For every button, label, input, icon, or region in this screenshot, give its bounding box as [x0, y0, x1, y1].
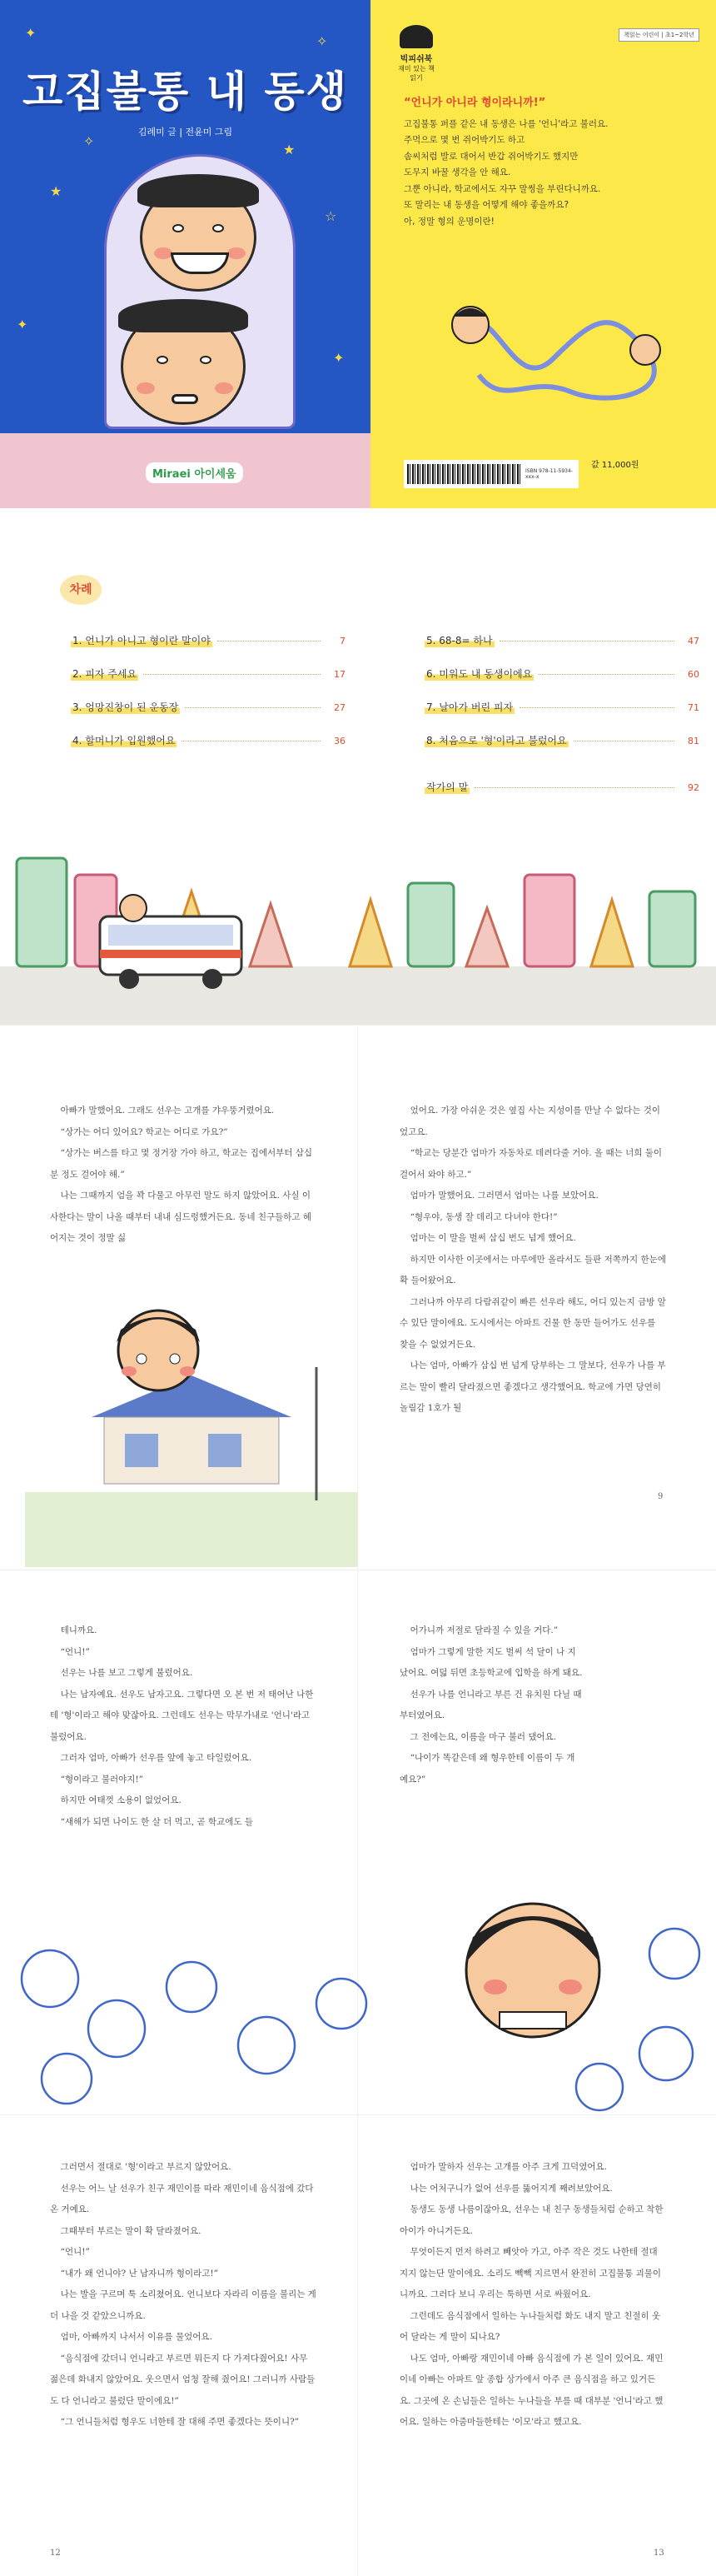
street-illustration: [0, 841, 716, 1025]
page-text-left: 아빠가 말했어요. 그래도 선우는 고개를 갸우뚱거렸어요. “상가는 어디 있어요? 학교는 어디로 가요?” “상가는 버스를 타고 몇 정거장 가야 하고, 학교는 집에서부터 삼십 분 정도 걸어야 해.” 나는 그때까지 엄을 꽉 다물고 아무런 말도 하지 않았어요. 사실 이사한다는 말이 나올 때부터 내내 심드렁했거든요. 동네 친구들하고 헤어지는 것이 정말 싫: [50, 1106, 313, 1243]
page-text-right: 었어요. 가장 아쉬운 것은 옆집 사는 지성이를 만날 수 없다는 것이었고요. “학교는 당분간 엄마가 자동차로 데려다줄 거야. 올 때는 너희 둘이 걸어서 와야 하고.” 엄마가 말했어요. 그러면서 엄마는 나를 보았어요. “형우야, 동생 잘 데리고 다녀야 한다!” 엄마는 이 말을 벌써 삼십 번도 넘게 했어요. 하지만 이사한 이곳에서는 마루에만 올라서도 들판 저쪽까지 한눈에 확 들어왔어요. 그러나까 아무리 다람쥐같이 빠른 선우라 해도, 어디 있는지 금방 알 수 있단 말이에요. 도시에서는 아파트 건물 한 동만 들어가도 선우를 찾을 수 없었거든요. 나는 엄마, 아빠가 삼십 번 넘게 당부하는 그 말보다, 선우가 나를 부르는 말이 빨리 달라졌으면 좋겠다고 생각했어요. 학교에 가면 당연히 놀림감 1호가 될: [400, 1106, 666, 1413]
doodle-faces-illustration: [0, 1887, 716, 2114]
barcode: ISBN 978-11-5934-xxx-x: [404, 460, 579, 488]
page-spread-10-11: [0, 1570, 716, 2114]
table-of-contents: [0, 508, 716, 1025]
publisher-logo: Miraei 아이세움: [146, 462, 243, 483]
page-text-left: 테니까요. “언니!” 선우는 나를 보고 그렇게 불렀어요. 나는 남자예요. 선우도 남자고요. 그렇다면 오 본 번 저 태어난 나한테 '형'이라고 해야 맞잖아요. 그런데도 선우는 막무가내로 '언니'라고 불렀어요. 그러자 엄마, 아빠가 선우를 앞에 놓고 타일렀어요. “형이라고 불러야지!” 하지만 여태껏 소용이 없었어요. “새해가 되면 나이도 한 살 더 먹고, 곧 학교에도 들: [50, 1625, 314, 1827]
toc-item[interactable]: 5. 68-8= 하나 47: [426, 635, 699, 646]
page-text-right: 엄마가 말하자 선우는 고개를 아주 크게 끄덕였어요. 나는 어처구니가 없어 선우를 뚫어지게 째려보았어요. 동생도 동생 나름이잖아요, 선우는 내 친구 동생들처럼 순하고 착한 아이가 아니거든요. 무엇이든지 먼저 하려고 빼앗아 가고, 아주 작은 것도 나한테 절대 지지 않는단 말이에요. 소리도 빽빽 지르면서 완전히 고집불통 괴물이니까요. 그러다 보니 우리는 툭하면 서로 싸웠어요. 그런데도 음식점에서 일하는 누나들처럼 화도 내지 말고 친절히 웃어 달라는 게 말이 되나요? 나도 엄마, 아빠랑 재민이네 아빠 음식점에 가 본 일이 있어요. 재민이네 아빠는 아파트 앞 종합 상가에서 아주 큰 음식점을 하고 있거든요. 그곳에 온 손님들은 일하는 누나들을 부를 때 대부분 '언니'라고 했어요. 일하는 아줌마들한테는 '이모'라고 했고요.: [400, 2162, 664, 2427]
little-brother-face: [121, 308, 246, 425]
toc-item[interactable]: 7. 날아가 버린 피자 71: [426, 701, 699, 713]
back-blurb: 고집불통 퍼플 같은 내 동생은 나를 '언니'라고 불러요. 주먹으로 몇 번 쥐어박기도 하고 솜씨처럼 발로 대어서 반갑 쥐어박기도 했지만 도무지 바꿀 생각을 안 해요. 그뿐 아니라, 학교에서도 자꾸 말썽을 부린다니까요. 또 말리는 내 동생을 어떻게 해야 좋을까요? 아, 정말 형의 운명이란!: [404, 119, 609, 227]
back-quote: “언니가 아니라 형이라니까!”: [404, 97, 546, 109]
toc-item[interactable]: 6. 미워도 내 동생이에요 60: [426, 668, 699, 680]
toc-item[interactable]: 2. 피자 주세요 17: [72, 668, 346, 680]
cover-title: 고집불통 내 동생: [22, 67, 348, 116]
page-spread-8-9: [0, 1025, 716, 1570]
toc-item[interactable]: 8. 처음으로 '형'이라고 불렀어요 81: [426, 735, 699, 746]
page-text-right: 어가니까 저절로 달라질 수 있을 거다.” 엄마가 그렇게 말한 지도 벌써 석 달이 나 지났어요. 여덟 뒤면 초등학교에 입학을 하게 돼요. 선우가 나를 언니라고 부른 건 유치원 다닐 때부터였어요. 그 전에는요, 이름을 마구 불러 댔어요. “나이가 똑같은데 왜 형우한테 이름이 두 개예요?”: [400, 1625, 583, 1785]
page-number-right: 13: [654, 2549, 664, 2558]
cover-authors: 김례미 글 | 전윤미 그림: [137, 127, 233, 137]
big-brother-face: [140, 183, 256, 292]
page-number: 9: [658, 1492, 664, 1501]
toc-left-column: [71, 633, 346, 766]
front-cover: ✦ ✧ ★ ☆ ✦ ✦ ✧ ★ 고집불통 내 동생 김례미 글 | 전윤미 그림 Miraei 아이세움: [0, 0, 370, 508]
toc-item-afterword[interactable]: 작가의 말 92: [426, 781, 699, 793]
toc-right-column: [425, 633, 699, 813]
series-logo: 빅피쉬북 재미 있는 책 읽기: [395, 25, 437, 82]
toc-item[interactable]: 3. 엉망진창이 된 운동장 27: [72, 701, 346, 713]
hat-icon: [400, 25, 433, 48]
toc-heading: 차례: [60, 575, 102, 605]
grade-badge: 책읽는 어린이 | 초1~2학년: [619, 28, 699, 42]
page-spread-12-13: [0, 2114, 716, 2576]
farmhouse-illustration: [25, 1300, 358, 1567]
page-text-left: 그러면서 절대로 '형'이라고 부르지 않았어요. 선우는 어느 날 선우가 친구 재민이를 따라 재민이네 음식점에 갔다 온 거예요. 그때부터 부르는 말이 확 달라졌어요. “언니!” “내가 왜 언니야? 난 남자니까 형이라고!” 나는 발을 구르며 툭 소리쳤어요. 언니보다 자라리 이름을 불리는 게 더 나을 것 같았으니까요. 엄마, 아빠까지 나서서 이유를 물었어요. “음식점에 갔더니 언니라고 부르면 뭐든지 다 가져다줬어요! 사무 젊은데 화내지 않았어요. 웃으면서 엄청 잘해 줬어요! 그러니까 사람들도 다 언니라고 불렀단 말이에요!” “그 언니들처럼 형우도 너한테 잘 대해 주면 좋겠다는 뜻이니?”: [50, 2162, 316, 2427]
coil-illustration: [445, 300, 662, 417]
toc-item[interactable]: 4. 할머니가 입원했어요 36: [72, 735, 346, 746]
back-cover: [370, 0, 716, 508]
page-number-left: 12: [50, 2549, 61, 2558]
toc-item[interactable]: 1. 언니가 아니고 형이란 말이야 7: [72, 635, 346, 646]
price: 값 11,000원: [591, 461, 639, 470]
book-cover: [0, 0, 716, 508]
